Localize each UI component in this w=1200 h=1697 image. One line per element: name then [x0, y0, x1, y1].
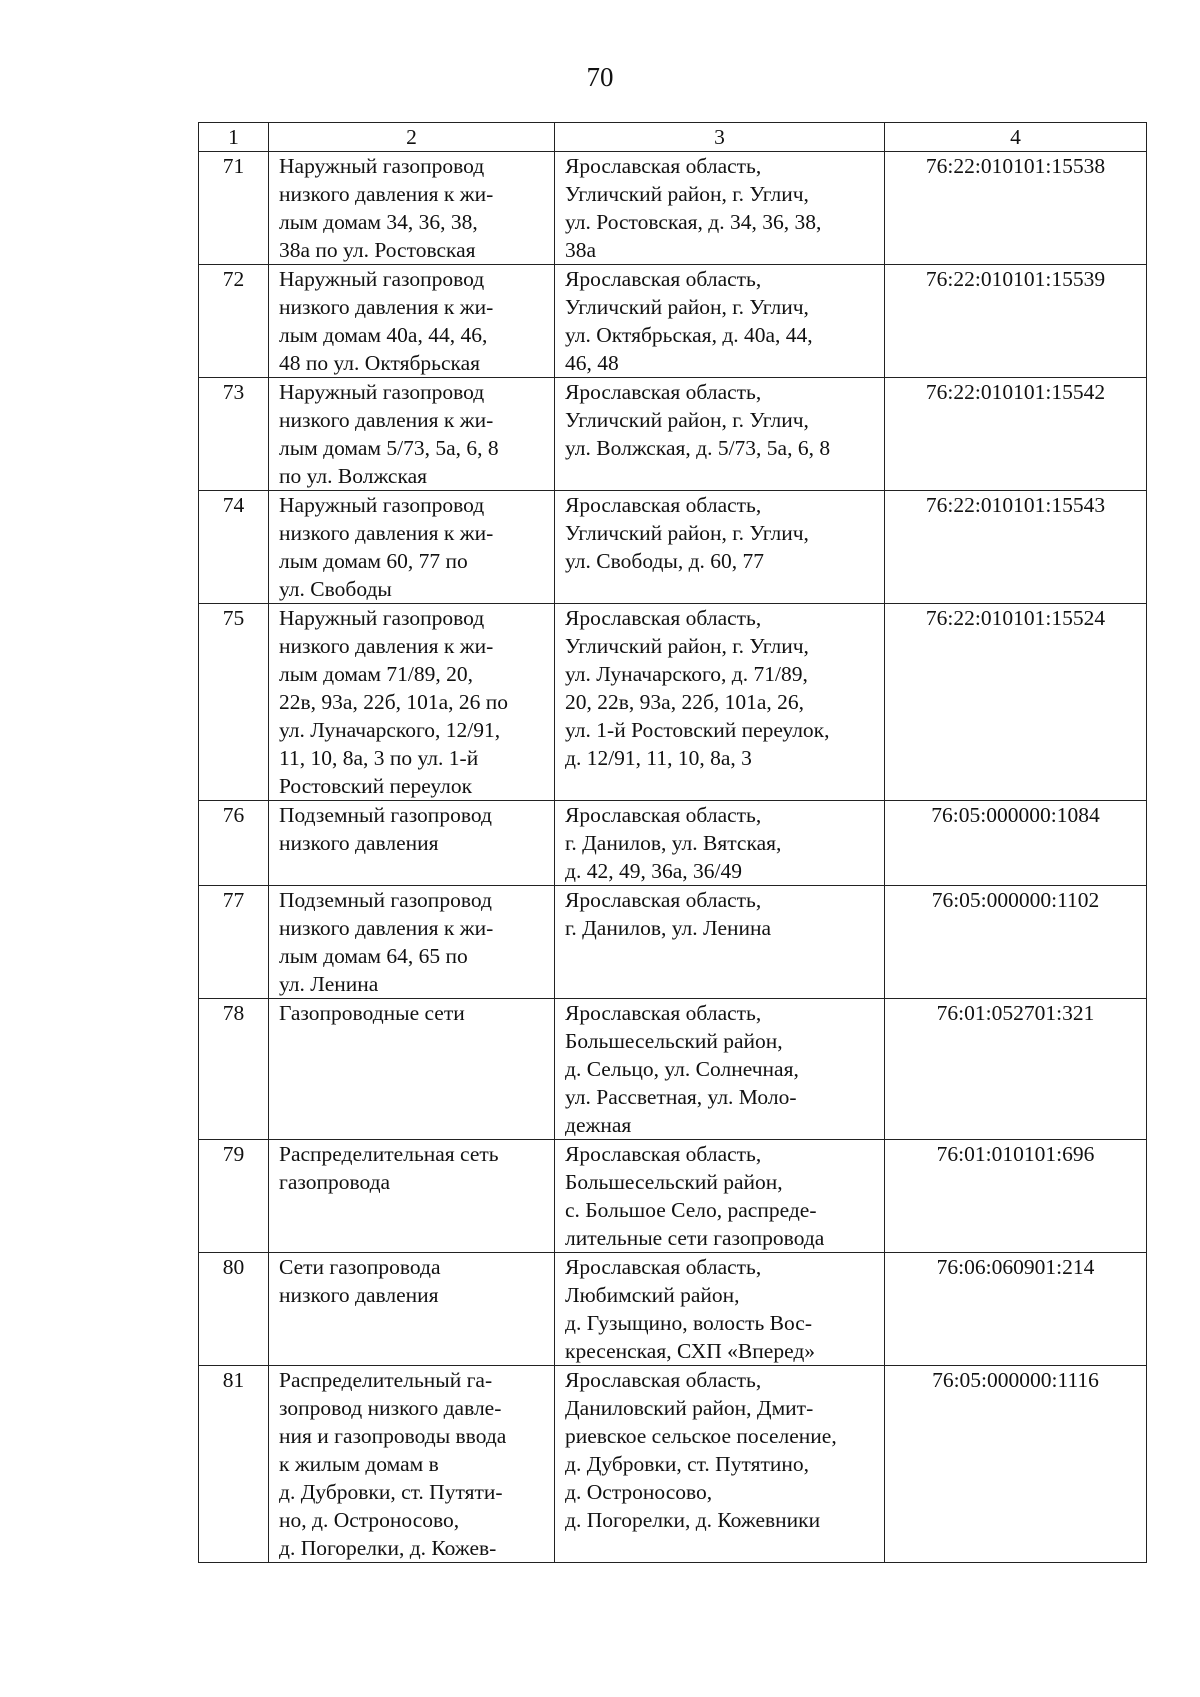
- object-name-line: ул. Ленина: [279, 972, 379, 996]
- object-name-line: низкого давления: [279, 1283, 439, 1307]
- table-row: [199, 1253, 1147, 1366]
- object-name-line: по ул. Волжская: [279, 464, 428, 488]
- address-line: Ярославская область,: [565, 1001, 762, 1025]
- address-line: Угличский район, г. Углич,: [565, 182, 809, 206]
- address-cell: [555, 604, 885, 801]
- address-cell: [555, 378, 885, 491]
- address-line: Ярославская область,: [565, 1255, 762, 1279]
- cadastral-number: 76:05:000000:1102: [885, 886, 1147, 999]
- address-line: Даниловский район, Дмит-: [565, 1396, 814, 1420]
- address-line: риевское сельское поселение,: [565, 1424, 837, 1448]
- row-number: 78: [199, 999, 269, 1140]
- object-name-line: низкого давления: [279, 831, 439, 855]
- table-row: [199, 152, 1147, 265]
- address-line: Ярославская область,: [565, 154, 762, 178]
- address-cell: [555, 886, 885, 999]
- cadastral-number: 76:05:000000:1116: [885, 1366, 1147, 1563]
- cadastral-number: 76:05:000000:1084: [885, 801, 1147, 886]
- object-name-line: Подземный газопровод: [279, 803, 492, 827]
- row-number: 73: [199, 378, 269, 491]
- cadastral-number: 76:01:010101:696: [885, 1140, 1147, 1253]
- cadastral-number: 76:22:010101:15542: [885, 378, 1147, 491]
- header-row: [199, 123, 1147, 152]
- object-name-line: Сети газопровода: [279, 1255, 441, 1279]
- address-line: 20, 22в, 93а, 22б, 101а, 26,: [565, 690, 805, 714]
- object-name-line: Наружный газопровод: [279, 380, 485, 404]
- address-line: дежная: [565, 1113, 632, 1137]
- address-line: Угличский район, г. Углич,: [565, 634, 809, 658]
- registry-table: [198, 122, 1147, 1563]
- object-name-line: 38а по ул. Ростовская: [279, 238, 476, 262]
- address-line: Ярославская область,: [565, 1142, 762, 1166]
- object-name-line: лым домам 71/89, 20,: [279, 662, 474, 686]
- address-line: Большесельский район,: [565, 1029, 783, 1053]
- object-name-line: зопровод низкого давле-: [279, 1396, 502, 1420]
- table-row: [199, 886, 1147, 999]
- object-name-line: к жилым домам в: [279, 1452, 439, 1476]
- object-name-line: Ростовский переулок: [279, 774, 473, 798]
- row-number: 71: [199, 152, 269, 265]
- page-number: 70: [586, 62, 614, 92]
- object-name-line: лым домам 60, 77 по: [279, 549, 468, 573]
- row-number: 72: [199, 265, 269, 378]
- address-cell: [555, 1140, 885, 1253]
- object-name-line: д. Погорелки, д. Кожев-: [279, 1536, 497, 1560]
- address-line: Большесельский район,: [565, 1170, 783, 1194]
- object-name-line: лым домам 34, 36, 38,: [279, 210, 478, 234]
- cadastral-number: 76:22:010101:15539: [885, 265, 1147, 378]
- address-line: Ярославская область,: [565, 380, 762, 404]
- table-row: [199, 1140, 1147, 1253]
- header-col-1: 1: [199, 123, 269, 152]
- object-name-line: д. Дубровки, ст. Путяти-: [279, 1480, 503, 1504]
- address-line: г. Данилов, ул. Ленина: [565, 916, 772, 940]
- address-line: Угличский район, г. Углич,: [565, 408, 809, 432]
- object-name-cell: [269, 491, 555, 604]
- address-line: Ярославская область,: [565, 267, 762, 291]
- cadastral-number: 76:01:052701:321: [885, 999, 1147, 1140]
- object-name-line: Наружный газопровод: [279, 493, 485, 517]
- row-number: 79: [199, 1140, 269, 1253]
- cadastral-number: 76:22:010101:15543: [885, 491, 1147, 604]
- object-name-line: низкого давления к жи-: [279, 408, 494, 432]
- address-line: д. Гузыщино, волость Вос-: [565, 1311, 812, 1335]
- object-name-line: 22в, 93а, 22б, 101а, 26 по: [279, 690, 509, 714]
- table-row: [199, 265, 1147, 378]
- row-number: 80: [199, 1253, 269, 1366]
- object-name-cell: [269, 999, 555, 1140]
- row-number: 81: [199, 1366, 269, 1563]
- table-row: [199, 604, 1147, 801]
- address-line: Ярославская область,: [565, 1368, 762, 1392]
- object-name-line: низкого давления к жи-: [279, 521, 494, 545]
- address-line: Ярославская область,: [565, 803, 762, 827]
- cadastral-number: 76:06:060901:214: [885, 1253, 1147, 1366]
- address-line: ул. Свободы, д. 60, 77: [565, 549, 765, 573]
- address-line: 38а: [565, 238, 597, 262]
- object-name-line: Наружный газопровод: [279, 267, 485, 291]
- address-line: д. 12/91, 11, 10, 8а, 3: [565, 746, 752, 770]
- object-name-line: лым домам 64, 65 по: [279, 944, 468, 968]
- object-name-line: газопровода: [279, 1170, 391, 1194]
- object-name-line: Наружный газопровод: [279, 154, 485, 178]
- object-name-line: ул. Свободы: [279, 577, 392, 601]
- header-col-2: 2: [269, 123, 555, 152]
- address-line: ул. 1-й Ростовский переулок,: [565, 718, 830, 742]
- address-cell: [555, 1253, 885, 1366]
- object-name-line: Наружный газопровод: [279, 606, 485, 630]
- object-name-line: низкого давления к жи-: [279, 634, 494, 658]
- object-name-line: 48 по ул. Октябрьская: [279, 351, 481, 375]
- row-number: 74: [199, 491, 269, 604]
- object-name-line: 11, 10, 8а, 3 по ул. 1-й: [279, 746, 479, 770]
- address-line: кресенская, СХП «Вперед»: [565, 1339, 816, 1363]
- object-name-line: лым домам 5/73, 5а, 6, 8: [279, 436, 499, 460]
- address-line: д. 42, 49, 36а, 36/49: [565, 859, 742, 883]
- address-cell: [555, 152, 885, 265]
- address-line: лительные сети газопровода: [565, 1226, 825, 1250]
- address-line: 46, 48: [565, 351, 619, 375]
- address-line: ул. Рассветная, ул. Моло-: [565, 1085, 797, 1109]
- address-line: с. Большое Село, распреде-: [565, 1198, 817, 1222]
- cadastral-number: 76:22:010101:15538: [885, 152, 1147, 265]
- table-row: [199, 801, 1147, 886]
- table-body: [199, 152, 1147, 1563]
- object-name-cell: [269, 265, 555, 378]
- object-name-cell: [269, 1366, 555, 1563]
- row-number: 77: [199, 886, 269, 999]
- address-cell: [555, 801, 885, 886]
- object-name-line: ул. Луначарского, 12/91,: [279, 718, 501, 742]
- header-col-3: 3: [555, 123, 885, 152]
- address-line: ул. Луначарского, д. 71/89,: [565, 662, 808, 686]
- object-name-cell: [269, 1140, 555, 1253]
- object-name-line: низкого давления к жи-: [279, 916, 494, 940]
- table-row: [199, 1366, 1147, 1563]
- object-name-line: лым домам 40а, 44, 46,: [279, 323, 488, 347]
- object-name-line: низкого давления к жи-: [279, 295, 494, 319]
- header-col-4: 4: [885, 123, 1147, 152]
- address-line: ул. Волжская, д. 5/73, 5а, 6, 8: [565, 436, 831, 460]
- address-cell: [555, 265, 885, 378]
- address-line: Ярославская область,: [565, 888, 762, 912]
- address-line: Угличский район, г. Углич,: [565, 295, 809, 319]
- object-name-line: Распределительный га-: [279, 1368, 493, 1392]
- row-number: 75: [199, 604, 269, 801]
- object-name-line: но, д. Остроносово,: [279, 1508, 460, 1532]
- table-row: [199, 378, 1147, 491]
- object-name-cell: [269, 1253, 555, 1366]
- object-name-line: Распределительная сеть: [279, 1142, 499, 1166]
- object-name-line: ния и газопроводы ввода: [279, 1424, 507, 1448]
- address-line: Любимский район,: [565, 1283, 740, 1307]
- table-row: [199, 491, 1147, 604]
- cadastral-number: 76:22:010101:15524: [885, 604, 1147, 801]
- address-line: Угличский район, г. Углич,: [565, 521, 809, 545]
- object-name-line: Подземный газопровод: [279, 888, 492, 912]
- object-name-cell: [269, 378, 555, 491]
- row-number: 76: [199, 801, 269, 886]
- address-cell: [555, 999, 885, 1140]
- object-name-cell: [269, 886, 555, 999]
- object-name-cell: [269, 801, 555, 886]
- address-line: д. Сельцо, ул. Солнечная,: [565, 1057, 799, 1081]
- address-line: ул. Ростовская, д. 34, 36, 38,: [565, 210, 822, 234]
- address-cell: [555, 1366, 885, 1563]
- object-name-cell: [269, 604, 555, 801]
- address-line: д. Дубровки, ст. Путятино,: [565, 1452, 809, 1476]
- table-row: [199, 999, 1147, 1140]
- address-line: г. Данилов, ул. Вятская,: [565, 831, 782, 855]
- address-line: д. Погорелки, д. Кожевники: [565, 1508, 821, 1532]
- address-line: ул. Октябрьская, д. 40а, 44,: [565, 323, 813, 347]
- object-name-line: низкого давления к жи-: [279, 182, 494, 206]
- address-line: Ярославская область,: [565, 606, 762, 630]
- address-line: д. Остроносово,: [565, 1480, 713, 1504]
- object-name-line: Газопроводные сети: [279, 1001, 465, 1025]
- address-cell: [555, 491, 885, 604]
- address-line: Ярославская область,: [565, 493, 762, 517]
- object-name-cell: [269, 152, 555, 265]
